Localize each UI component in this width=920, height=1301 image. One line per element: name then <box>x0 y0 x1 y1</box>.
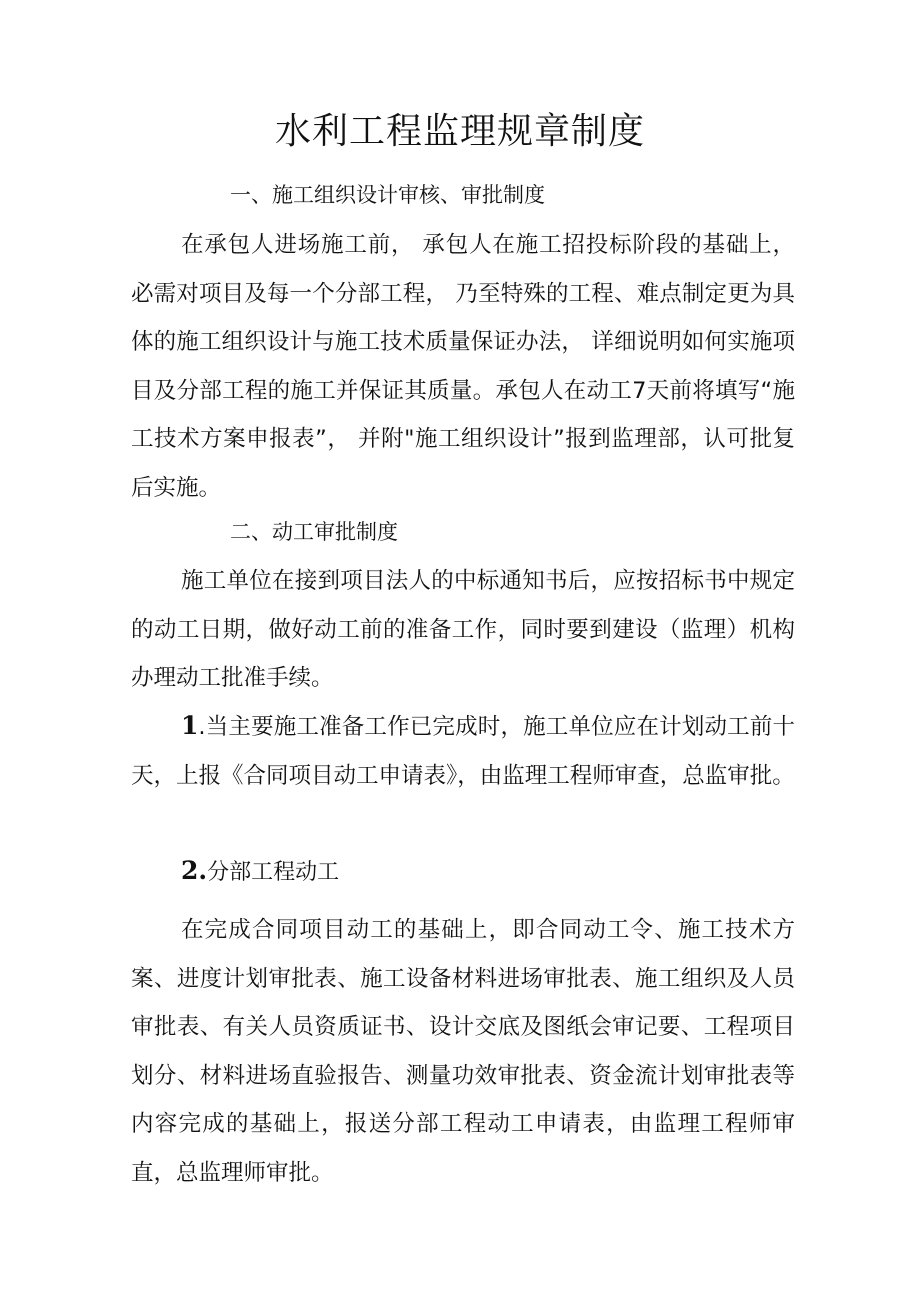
section-heading-1: 一、施工组织设计审核、审批制度 <box>230 183 545 207</box>
item-number-1: 1 <box>181 711 199 740</box>
item-paragraph-2: 在完成合同项目动工的基础上，即合同动工令、施工技术方案、进度计划审批表、施工设备材料进场审批表、施工组织及人员审批表、有关人员资质证书、设计交底及图纸会审记要、工程项目划分、材料进场直验报告、测量功效审批表、资金流计划审批表等内容完成的基础上，报送分部工程动工申请表，由监理工程师审直，总监理师审批。 <box>131 917 795 1186</box>
section-paragraph-2: 施工单位在接到项目法人的中标通知书后，应按招标书中规定的动工日期，做好动工前的准备工作，同时要到建设（监理）机构办理动工批准手续。 <box>131 568 795 692</box>
item-label-2: 分部工程动工 <box>207 860 340 885</box>
numbered-item-2-heading <box>181 856 339 888</box>
section-paragraph-1: 在承包人进场施工前， 承包人在施工招投标阶段的基础上，必需对项目及每一个分部工程， 乃至特殊的工程、难点制定更为具体的施工组织设计与施工技术质量保证办法， 详细说明如何实施项目及分部工程的施工并保证其质量。承包人在动工7天前将填写“施工技术方案申报表”， 并附"施工组织设计”报到监理部，认可批复后实施。 <box>131 232 795 501</box>
numbered-item-1 <box>131 702 795 800</box>
section-heading-2: 二、动工审批制度 <box>230 520 398 544</box>
item-text-1: .当主要施工准备工作已完成时，施工单位应在计划动工前十天，上报《合同项目动工申请表》，由监理工程师审查，总监审批。 <box>131 714 795 789</box>
document-title: 水利工程监理规章制度 <box>274 111 645 152</box>
item-number-2: 2. <box>181 856 208 885</box>
